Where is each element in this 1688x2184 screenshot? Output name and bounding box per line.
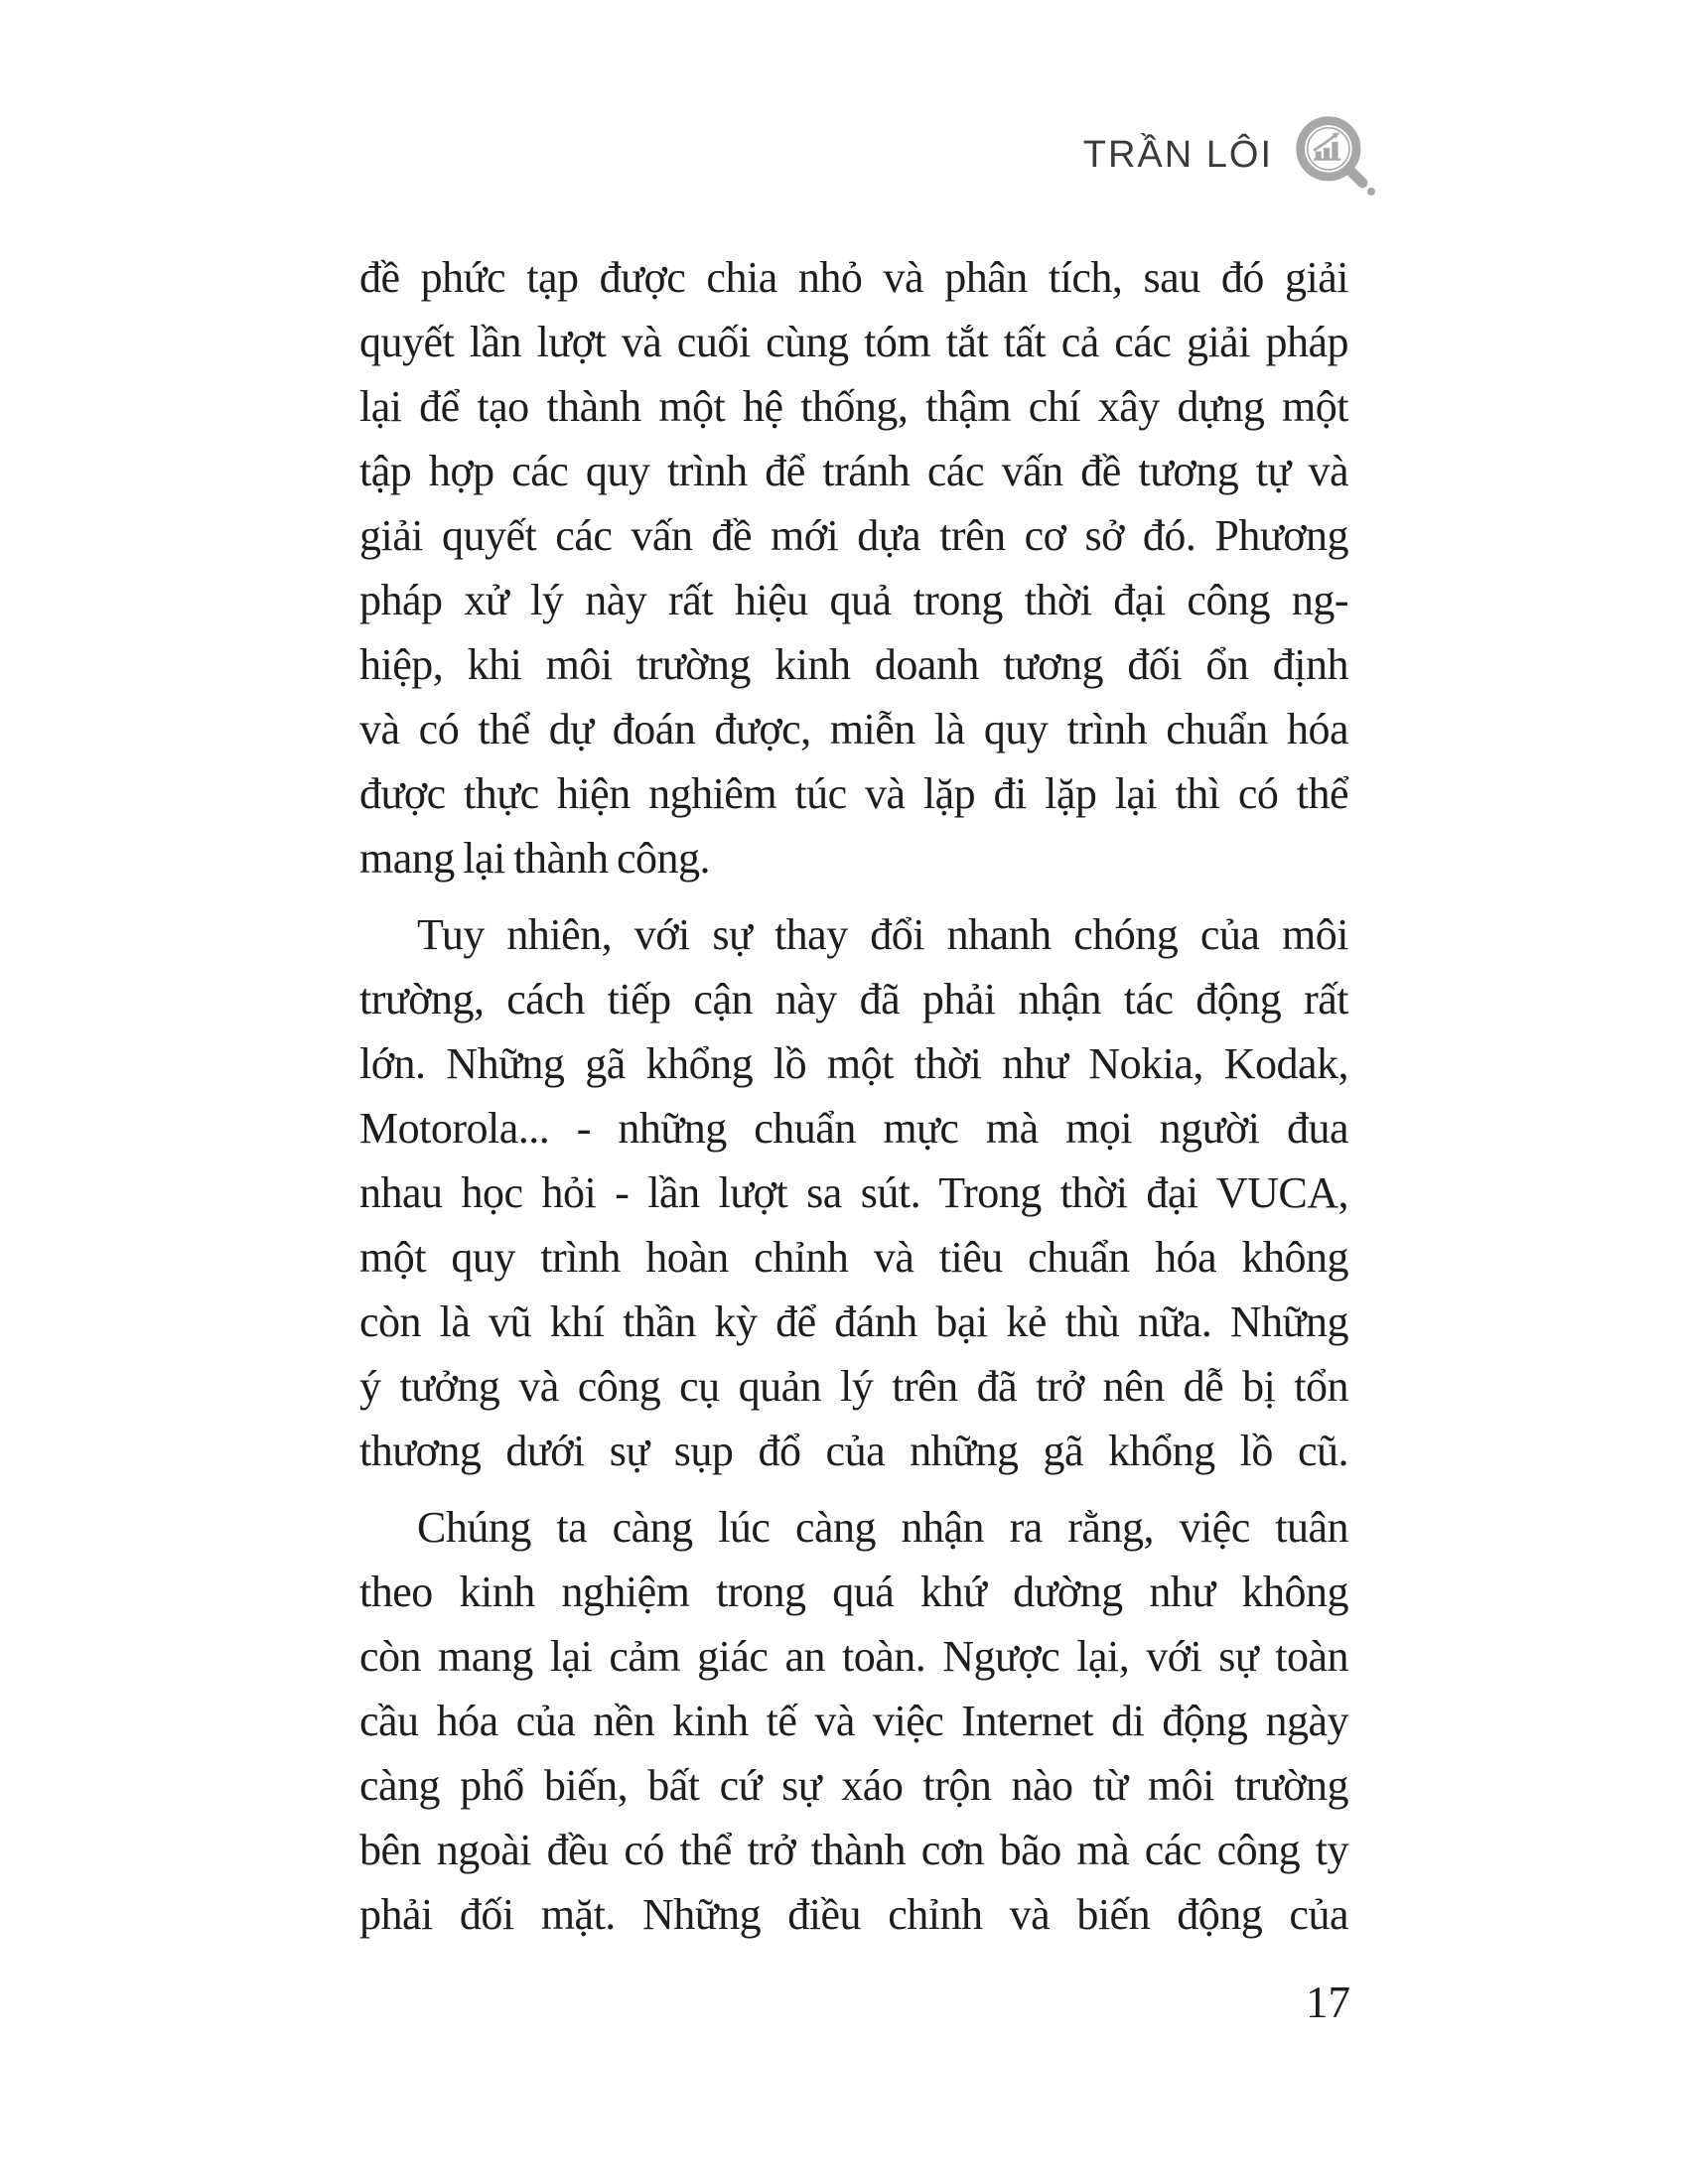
text-line: ý tưởng và công cụ quản lý trên đã trở nên dễ bị tổn bbox=[359, 1362, 1348, 1411]
author-name: TRẦN LÔI bbox=[1082, 133, 1273, 176]
text-line: còn là vũ khí thần kỳ để đánh bại kẻ thù nữa. Những bbox=[359, 1297, 1348, 1346]
paragraph bbox=[359, 1495, 1348, 1947]
text-line: pháp xử lý này rất hiệu quả trong thời đại công ng- bbox=[359, 576, 1348, 624]
text-line: Tuy nhiên, với sự thay đổi nhanh chóng của môi bbox=[417, 910, 1348, 959]
text-line: lại để tạo thành một hệ thống, thậm chí xây dựng một bbox=[359, 382, 1348, 431]
text-line: một quy trình hoàn chỉnh và tiêu chuẩn hóa không bbox=[359, 1233, 1348, 1282]
text-line: Chúng ta càng lúc càng nhận ra rằng, việc tuân bbox=[417, 1503, 1348, 1552]
text-line: đề phức tạp được chia nhỏ và phân tích, sau đó giải bbox=[359, 253, 1348, 302]
text-line: quyết lần lượt và cuối cùng tóm tắt tất cả các giải pháp bbox=[359, 318, 1348, 366]
text-line: cầu hóa của nền kinh tế và việc Internet di động ngày bbox=[359, 1697, 1348, 1745]
text-line: phải đối mặt. Những điều chỉnh và biến động của bbox=[359, 1890, 1348, 1939]
page-header bbox=[1083, 111, 1378, 199]
text-line: bên ngoài đều có thể trở thành cơn bão mà các công ty bbox=[359, 1826, 1348, 1874]
text-line: càng phổ biến, bất cứ sự xáo trộn nào từ môi trường bbox=[359, 1761, 1348, 1810]
paragraph bbox=[359, 902, 1348, 1483]
text-line: giải quyết các vấn đề mới dựa trên cơ sở đó. Phương bbox=[359, 511, 1348, 560]
text-line: thương dưới sự sụp đổ của những gã khổng lồ cũ. bbox=[359, 1427, 1348, 1475]
text-line: trường, cách tiếp cận này đã phải nhận tác động rất bbox=[359, 975, 1348, 1024]
text-line: tập hợp các quy trình để tránh các vấn đề tương tự và bbox=[359, 447, 1348, 495]
magnifier-growth-chart-icon bbox=[1291, 111, 1378, 199]
text-line: hiệp, khi môi trường kinh doanh tương đối ổn định bbox=[359, 640, 1348, 689]
text-line: Motorola... - những chuẩn mực mà mọi người đua bbox=[359, 1104, 1348, 1153]
text-line: và có thể dự đoán được, miễn là quy trình chuẩn hóa bbox=[359, 705, 1348, 753]
text-line: theo kinh nghiệm trong quá khứ dường như không bbox=[359, 1568, 1348, 1616]
page-number: 17 bbox=[1306, 1978, 1350, 2027]
paragraph bbox=[359, 245, 1348, 890]
page-body bbox=[359, 245, 1348, 1947]
text-line: còn mang lại cảm giác an toàn. Ngược lại, với sự toàn bbox=[359, 1632, 1348, 1681]
text-line: lớn. Những gã khổng lồ một thời như Nokia, Kodak, bbox=[359, 1039, 1348, 1088]
text-line: nhau học hỏi - lần lượt sa sút. Trong thời đại VUCA, bbox=[359, 1168, 1348, 1217]
text-line: mang lại thành công. bbox=[359, 834, 711, 883]
text-line: được thực hiện nghiêm túc và lặp đi lặp lại thì có thể bbox=[359, 769, 1348, 818]
